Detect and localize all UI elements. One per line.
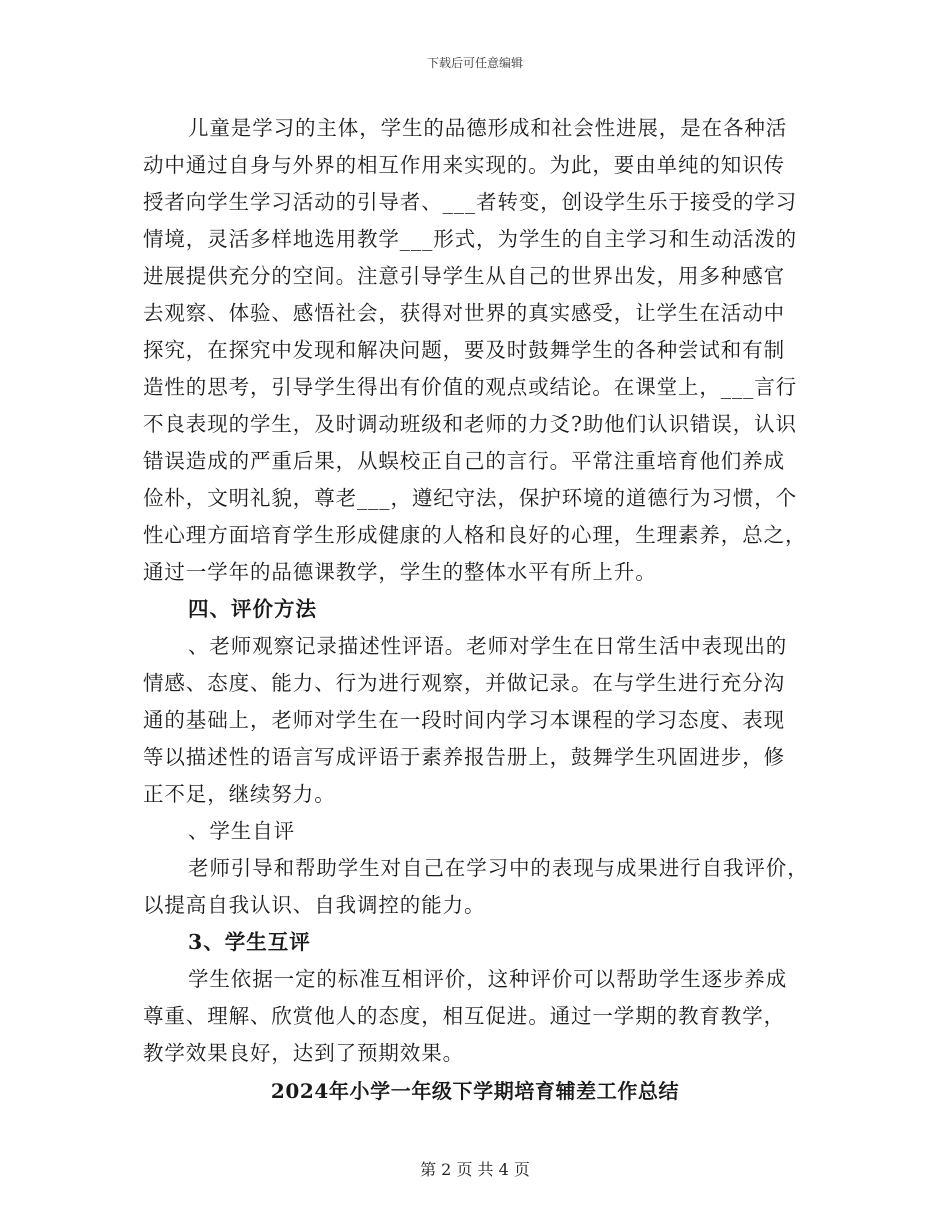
section-heading-peer-evaluation: 3、学生互评 xyxy=(188,930,311,954)
text-line: 不良表现的学生，及时调动班级和老师的力爻?助他们认识错误，认识 xyxy=(143,412,797,436)
item-label-self-evaluation: 、学生自评 xyxy=(188,819,295,843)
text-line: 性心理方面培育学生形成健康的人格和良好的心理，生理素养，总之， xyxy=(143,523,807,547)
text-line: 造性的思考，引导学生得出有价值的观点或结论。在课堂上，___言行 xyxy=(143,375,798,399)
paragraph-self-evaluation xyxy=(143,850,811,924)
section-heading-evaluation-methods: 四、评价方法 xyxy=(188,597,317,621)
text-line: 进展提供充分的空间。注意引导学生从自己的世界出发，用多种感官 xyxy=(143,264,785,288)
text-line: 授者向学生学习活动的引导者、___者转变，创设学生乐于接受的学习 xyxy=(143,190,798,214)
header-note: 下载后可任意编辑 xyxy=(426,56,523,70)
text-line: 情感、态度、能力、行为进行观察，并做记录。在与学生进行充分沟 xyxy=(143,671,785,695)
text-line: 老师引导和帮助学生对自己在学习中的表现与成果进行自我评价， xyxy=(188,856,809,880)
document-title: 2024年小学一年级下学期培育辅差工作总结 xyxy=(270,1079,680,1103)
text-line: 、老师观察记录描述性评语。老师对学生在日常生活中表现出的 xyxy=(188,634,788,658)
paragraph-peer-evaluation xyxy=(143,961,811,1072)
text-line: 去观察、体验、感悟社会，获得对世界的真实感受，让学生在活动中 xyxy=(143,301,785,325)
page-footer: 第 2 页 共 4 页 xyxy=(420,1160,530,1179)
text-line: 等以描述性的语言写成评语于素养报告册上，鼓舞学生巩固进步，修 xyxy=(143,745,785,769)
paragraph-teacher-observation xyxy=(143,628,811,813)
text-line: 通过一学年的品德课教学，学生的整体水平有所上升。 xyxy=(143,560,657,584)
text-line: 学生依据一定的标准互相评价，这种评价可以帮助学生逐步养成 xyxy=(188,967,788,991)
text-line: 以提高自我认识、自我调控的能力。 xyxy=(143,893,486,917)
text-line: 尊重、理解、欣赏他人的态度，相互促进。通过一学期的教育教学， xyxy=(143,1004,785,1028)
text-line: 探究，在探究中发现和解决问题，要及时鼓舞学生的各种尝试和有制 xyxy=(143,338,785,362)
document-body xyxy=(143,110,811,1072)
text-line: 错误造成的严重后果，从蜈校正自己的言行。平常注重培育他们养成 xyxy=(143,449,785,473)
paragraph-student-subject xyxy=(143,110,811,591)
text-line: 儿童是学习的主体，学生的品德形成和社会性进展，是在各种活 xyxy=(188,116,788,140)
text-line: 教学效果良好，达到了预期效果。 xyxy=(143,1041,464,1065)
text-line: 通的基础上，老师对学生在一段时间内学习本课程的学习态度、表现 xyxy=(143,708,785,732)
text-line: 正不足，继续努力。 xyxy=(143,782,336,806)
text-line: 情境，灵活多样地选用教学___形式，为学生的自主学习和生动活泼的 xyxy=(143,227,798,251)
text-line: 动中通过自身与外界的相互作用来实现的。为此，要由单纯的知识传 xyxy=(143,153,785,177)
text-line: 俭朴，文明礼貌，尊老___，遵纪守法，保护环境的道德行为习惯，个 xyxy=(143,486,798,510)
